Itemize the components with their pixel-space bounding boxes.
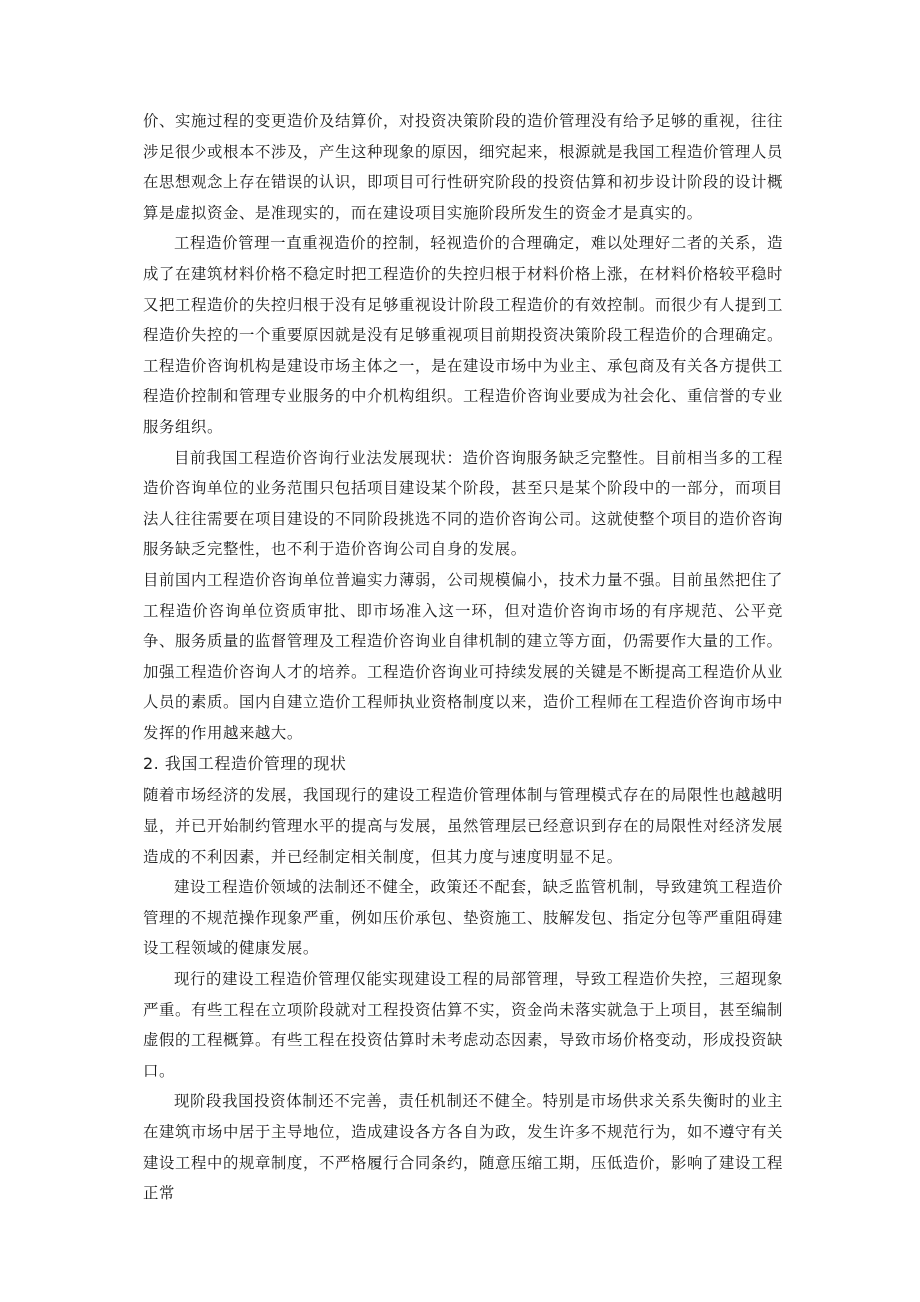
paragraph-6: 随着市场经济的发展，我国现行的建设工程造价管理体制与管理模式存在的局限性也越越明显，并已开始制约管理水平的提高与发展，虽然管理层已经意识到存在的局限性对经济发展造成的不利因素，并已经制定相关制度，但其力度与速度明显不足。	[143, 786, 783, 866]
document-body	[143, 106, 783, 1209]
section-heading: 2. 我国工程造价管理的现状	[143, 754, 347, 774]
paragraph-7: 建设工程造价领域的法制还不健全，政策还不配套，缺乏监管机制，导致建筑工程造价管理的不规范操作现象严重，例如压价承包、垫资施工、肢解发包、指定分包等严重阻碍建设工程领域的健康发展。	[143, 878, 783, 958]
paragraph-8: 现行的建设工程造价管理仅能实现建设工程的局部管理，导致工程造价失控，三超现象严重。有些工程在立项阶段就对工程投资估算不实，资金尚未落实就急于上项目，甚至编制虚假的工程概算。有些工程在投资估算时未考虑动态因素，导致市场价格变动，形成投资缺口。	[143, 970, 783, 1080]
paragraph-9: 现阶段我国投资体制还不完善，责任机制还不健全。特别是市场供求关系失衡时的业主在建筑市场中居于主导地位，造成建设各方各自为政，发生许多不规范行为，如不遵守有关建设工程中的规章制度，不严格履行合同条约，随意压缩工期，压低造价，影响了建设工程正常	[143, 1092, 783, 1203]
paragraph-3: 目前我国工程造价咨询行业法发展现状：造价咨询服务缺乏完整性。目前相当多的工程造价咨询单位的业务范围只包括项目建设某个阶段，甚至只是某个阶段中的一部分，而项目法人往往需要在项目建设的不同阶段挑选不同的造价咨询公司。这就使整个项目的造价咨询服务缺乏完整性，也不利于造价咨询公司自身的发展。	[143, 448, 783, 559]
paragraph-1: 价、实施过程的变更造价及结算价，对投资决策阶段的造价管理没有给予足够的重视，往往涉足很少或根本不涉及，产生这种现象的原因，细究起来，根源就是我国工程造价管理人员在思想观念上存在错误的认识，即项目可行性研究阶段的投资估算和初步设计阶段的设计概算是虚拟资金、是准现实的，而在建设项目实施阶段所发生的资金才是真实的。	[143, 112, 783, 222]
paragraph-5: 加强工程造价咨询人才的培养。工程造价咨询业可持续发展的关键是不断提高工程造价从业人员的素质。国内自建立造价工程师执业资格制度以来，造价工程师在工程造价咨询市场中发挥的作用越来越大。	[143, 662, 783, 742]
paragraph-4: 目前国内工程造价咨询单位普遍实力薄弱，公司规模偏小，技术力量不强。目前虽然把住了工程造价咨询单位资质审批、即市场准入这一环，但对造价咨询市场的有序规范、公平竞争、服务质量的监督管理及工程造价咨询业自律机制的建立等方面，仍需要作大量的工作。	[143, 570, 783, 651]
paragraph-2: 工程造价管理一直重视造价的控制，轻视造价的合理确定，难以处理好二者的关系，造成了在建筑材料价格不稳定时把工程造价的失控归根于材料价格上涨，在材料价格较平稳时又把工程造价的失控归根于没有足够重视设计阶段工程造价的有效控制。而很少有人提到工程造价失控的一个重要原因就是没有足够重视项目前期投资决策阶段工程造价的合理确定。工程造价咨询机构是建设市场主体之一，是在建设市场中为业主、承包商及有关各方提供工程造价控制和管理专业服务的中介机构组织。工程造价咨询业要成为社会化、重信誉的专业服务组织。	[143, 234, 783, 436]
